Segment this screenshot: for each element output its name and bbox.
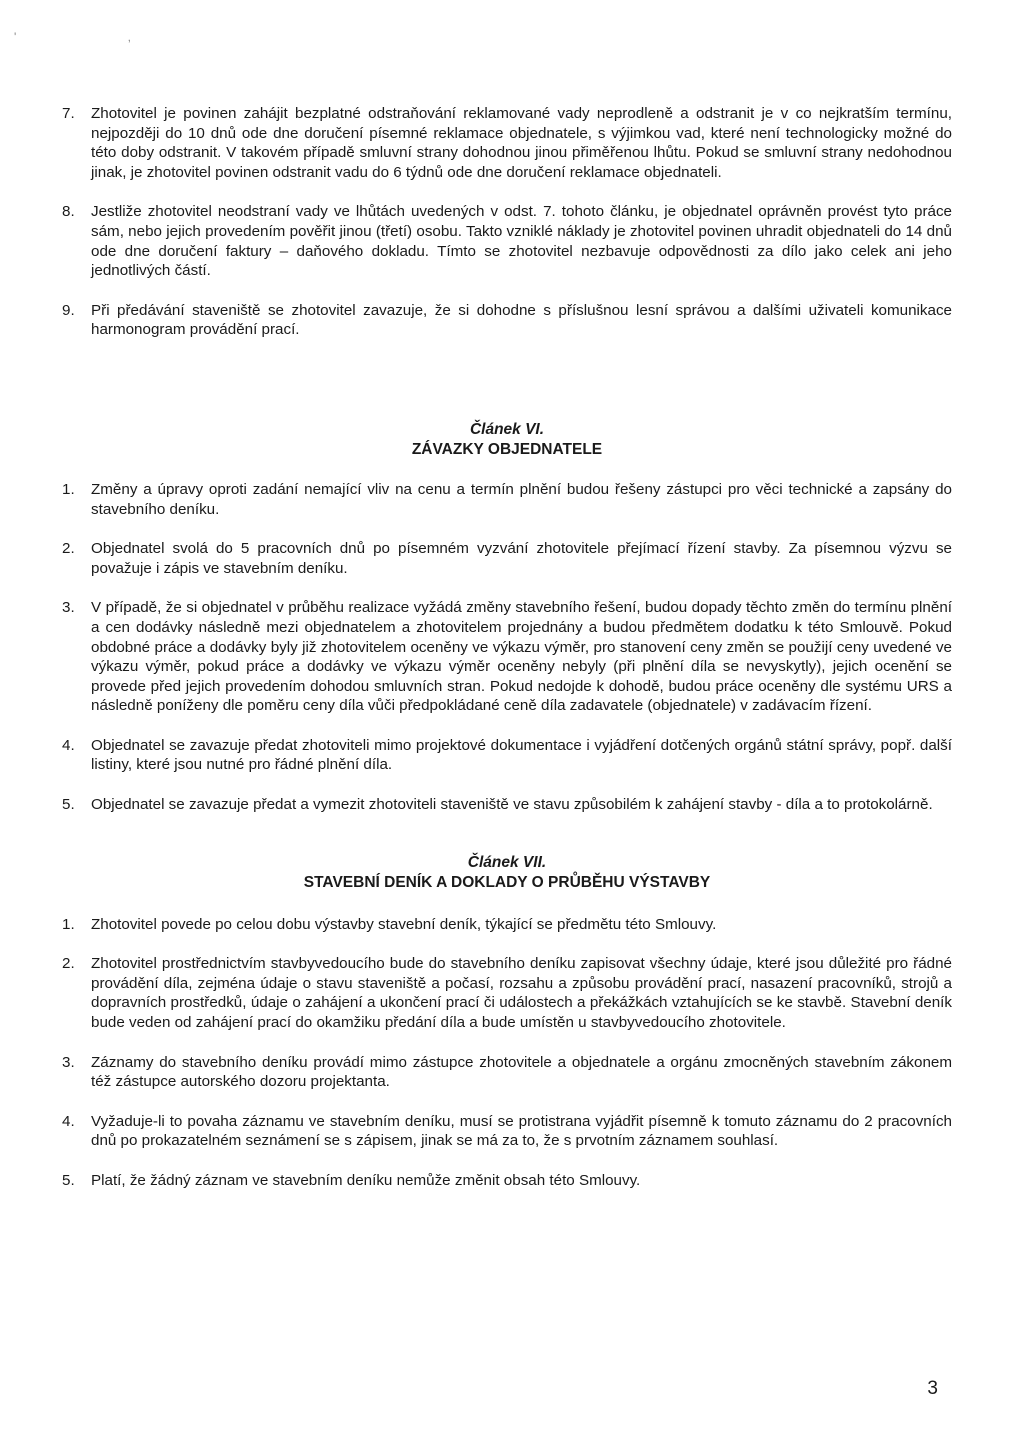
item-text: Platí, že žádný záznam ve stavebním deníku nemůže změnit obsah této Smlouvy.	[91, 1172, 641, 1189]
document-content	[62, 104, 952, 1191]
article-heading	[62, 420, 952, 460]
item-text: Objednatel svolá do 5 pracovních dnů po písemném vyzvání zhotovitele přejímací řízení stavby. Za písemnou výzvu se považuje i zápis ve stavebním deníku.	[91, 540, 952, 577]
item-number: 1.	[62, 915, 75, 933]
list-item	[62, 598, 952, 716]
list-item	[62, 1112, 952, 1151]
item-number: 3.	[62, 1053, 75, 1071]
item-number: 7.	[62, 105, 75, 122]
item-text: Objednatel se zavazuje předat zhotoviteli mimo projektové dokumentace i vyjádření dotčených orgánů státní správy, popř. další listiny, které jsou nutné pro řádné plnění díla.	[91, 736, 952, 774]
item-number: 3.	[62, 599, 75, 617]
page-number: 3	[927, 1378, 938, 1399]
item-number: 2.	[62, 540, 75, 558]
item-number: 8.	[62, 203, 75, 221]
scan-marks: ' ,	[14, 30, 185, 44]
item-text: V případě, že si objednatel v průběhu realizace vyžádá změny stavebního řešení, budou dopady těchto změn do termínu plnění a cen dodávky následně mezi objednatelem a zhotovitelem projednány a budou předmětem dodatku k této Smlouvě. Pokud obdobné práce a dodávky byly již zhotovitelem oceněny ve výkazu výměr, pro stanovení ceny změn se použijí ceny uvedené ve výkazu výměr, pokud práce a dodávky ve výkazu výměr oceněny nebyly (při plnění díla se nevyskytly), jejich ocenění se provede před jejich provedením dohodou smluvních stran. Pokud nedojde k dohodě, budou práce oceněny dle systému URS a následně poníženy dle poměru ceny díla vůči předpokládané ceně díla zadavatele (objednatele) v zadávacím řízení.	[91, 599, 952, 715]
item-text: Vyžaduje-li to povaha záznamu ve stavebním deníku, musí se protistrana vyjádřit písemně k tomuto záznamu do 2 pracovních dnů po prokazatelném seznámení se s zápisem, jinak se má za to, že s prvotním záznamem souhlasí.	[91, 1112, 952, 1150]
list-item	[62, 795, 952, 815]
list-item	[62, 104, 952, 182]
item-text: Zhotovitel povede po celou dobu výstavby stavební deník, týkající se předmětu této Smlouvy.	[91, 915, 717, 933]
list-item	[62, 915, 952, 935]
item-number: 9.	[62, 301, 75, 319]
list-item	[62, 480, 952, 519]
item-text: Záznamy do stavebního deníku provádí mimo zástupce zhotovitele a objednatele a orgánu zmocněných stavebním zákonem též zástupce autorského dozoru projektanta.	[91, 1053, 952, 1091]
item-number: 2.	[62, 955, 75, 973]
item-text: Jestliže zhotovitel neodstraní vady ve lhůtách uvedených v odst. 7. tohoto článku, je objednatel oprávněn provést tyto práce sám, nebo jejich provedením pověřit jinou (třetí) osobu. Takto vzniklé náklady je zhotovitel povinen uhradit objednateli do 14 dnů ode dne doručení faktury – daňového dokladu. Tímto se zhotovitel nezbavuje odpovědnosti za dílo jako celek ani jeho jednotlivých částí.	[91, 203, 952, 280]
item-number: 4.	[62, 1112, 75, 1130]
list-item	[62, 954, 952, 1032]
list-item	[62, 301, 952, 340]
article-title: STAVEBNÍ DENÍK A DOKLADY O PRŮBĚHU VÝSTAVBY	[303, 873, 711, 891]
list-item	[62, 736, 952, 775]
list-item	[62, 202, 952, 280]
list-item	[62, 539, 952, 578]
item-text: Změny a úpravy oproti zadání nemající vliv na cenu a termín plnění budou řešeny zástupci pro věci technické a zapsány do stavebního deníku.	[91, 480, 952, 518]
item-number: 5.	[62, 796, 75, 814]
item-number: 1.	[62, 480, 75, 498]
item-text: Zhotovitel prostřednictvím stavbyvedoucího bude do stavebního deníku zapisovat všechny údaje, které jsou důležité pro řádné provádění díla, zejména údaje o stavu staveniště a počasí, rozsahu a způsobu provádění prací, nasazení pracovníků, strojů a dopravních prostředků, údaje o zahájení a ukončení prací či událostech a překážkách vztahujících se ke stavbě. Stavební deník bude veden od zahájení prací do okamžiku předání díla a bude umístěn u stavbyvedoucího zhotovitele.	[91, 955, 952, 1032]
item-text: Zhotovitel je povinen zahájit bezplatné odstraňování reklamované vady neprodleně a odstranit je v co nejkratším termínu, nejpozději do 10 dnů ode dne doručení písemné reklamace objednatele, s výjimkou vad, které není technologicky možné do této doby odstranit. V takovém případě smluvní strany dohodnou jinou přiměřenou lhůtu. Pokud se smluvní strany nedohodnou jinak, je zhotovitel povinen odstranit vadu do 6 týdnů ode dne doručení reklamace objednateli.	[91, 105, 952, 181]
article-label: Článek VII.	[467, 853, 547, 871]
item-text: Objednatel se zavazuje předat a vymezit zhotoviteli staveniště ve stavu způsobilém k zahájení stavby - díla a to protokolárně.	[91, 796, 933, 814]
article-label: Článek VI.	[469, 420, 545, 438]
article-heading	[62, 853, 952, 893]
item-number: 5.	[62, 1172, 75, 1189]
list-item	[62, 1171, 952, 1191]
article-title: ZÁVAZKY OBJEDNATELE	[411, 440, 603, 458]
item-text: Při předávání staveniště se zhotovitel zavazuje, že si dohodne s příslušnou lesní správou a dalšími uživateli komunikace harmonogram provádění prací.	[91, 301, 952, 339]
item-number: 4.	[62, 736, 75, 754]
list-item	[62, 1053, 952, 1092]
